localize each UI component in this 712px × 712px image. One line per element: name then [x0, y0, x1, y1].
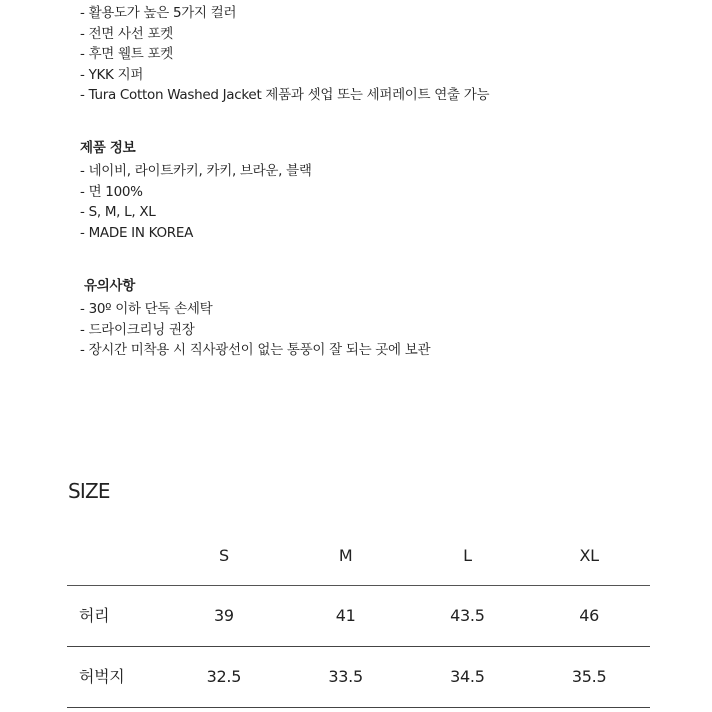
feature-item: - YKK 지퍼: [80, 66, 144, 83]
size-table-header: [67, 527, 650, 586]
size-column-header: L: [463, 546, 472, 565]
size-column-header: XL: [579, 546, 599, 565]
size-column-header: S: [218, 546, 229, 565]
size-cell: 35.5: [571, 667, 607, 686]
size-cell: 34.5: [450, 667, 485, 686]
feature-item: - Tura Cotton Washed Jacket 제품과 셋업 또는 세퍼레이트 연출 가능: [80, 87, 490, 104]
product-info-item: - S, M, L, XL: [80, 204, 156, 221]
table-row: [67, 647, 650, 708]
size-row-label: 허벅지: [79, 667, 125, 686]
size-title: SIZE: [68, 479, 110, 503]
care-item: - 장시간 미착용 시 직사광선이 없는 통풍이 잘 되는 곳에 보관: [80, 342, 431, 359]
feature-item: - 후면 웰트 포켓: [80, 46, 173, 63]
size-column-header: M: [338, 546, 353, 565]
feature-item: - 활용도가 높은 5가지 컬러: [80, 5, 237, 21]
size-cell: 41: [335, 606, 356, 625]
size-cell: 46: [579, 606, 599, 625]
care-title: 유의사항: [84, 278, 135, 294]
care-item: - 30º 이하 단독 손세탁: [80, 301, 213, 317]
product-info-item: - 면 100%: [80, 183, 143, 200]
size-cell: 39: [213, 606, 234, 625]
table-row: [67, 586, 650, 647]
size-cell: 43.5: [450, 606, 485, 625]
size-table: [67, 527, 650, 708]
feature-list: [80, 3, 489, 106]
product-info-section: [80, 138, 312, 243]
care-item: - 드라이크리닝 권장: [80, 321, 195, 338]
product-info-item: - 네이비, 라이트카키, 카키, 브라운, 블랙: [80, 163, 312, 179]
care-section: [80, 276, 430, 361]
size-cell: 32.5: [206, 667, 242, 686]
size-cell: 33.5: [328, 667, 363, 686]
size-row-label: 허리: [79, 606, 110, 625]
product-info-title: 제품 정보: [80, 140, 136, 156]
product-info-item: - MADE IN KOREA: [80, 224, 194, 241]
feature-item: - 전면 사선 포켓: [80, 25, 173, 42]
